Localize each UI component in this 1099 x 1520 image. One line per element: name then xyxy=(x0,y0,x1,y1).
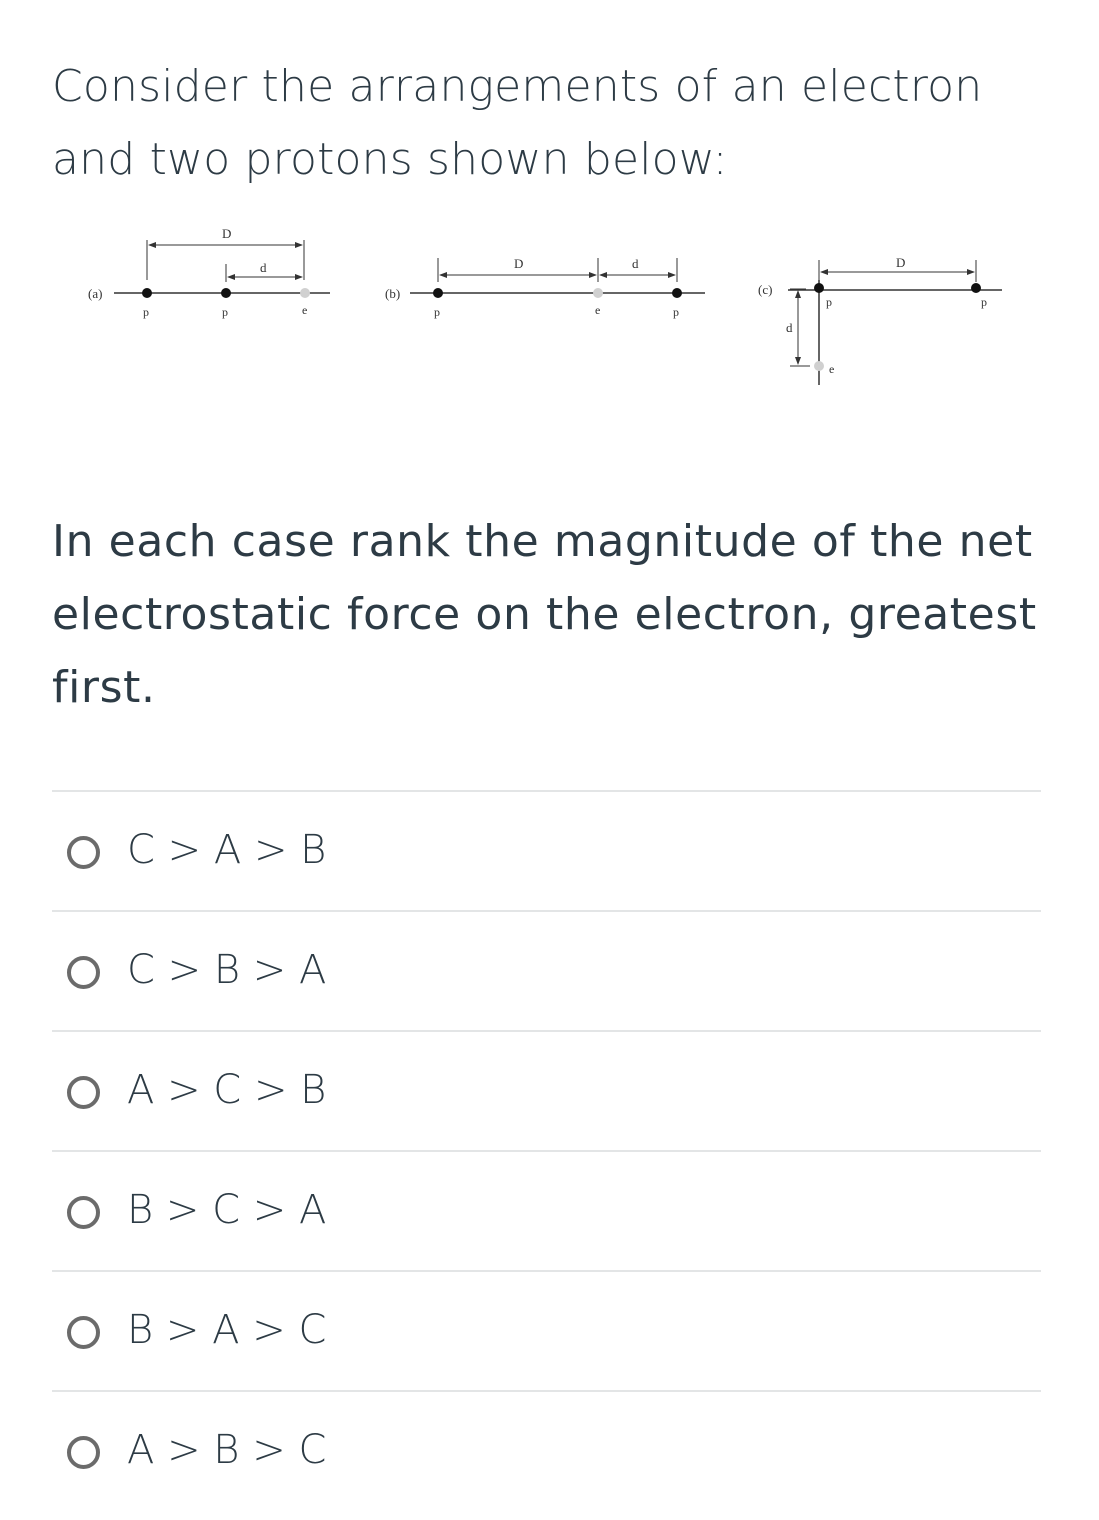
proton-label: p xyxy=(981,295,987,309)
radio-button[interactable] xyxy=(67,956,100,989)
answer-option[interactable] xyxy=(52,910,1041,1030)
question-intro: Consider the arrangements of an electron and two protons shown below: xyxy=(52,61,983,185)
electron-label: e xyxy=(829,362,835,376)
arrangement-b-D-label: D xyxy=(514,256,524,271)
answer-label: C > B > A xyxy=(127,947,327,993)
proton-dot xyxy=(672,288,682,298)
proton-label: p xyxy=(434,305,440,319)
question-prompt: In each case rank the magnitude of the net electrostatic force on the electron, greatest first. xyxy=(52,516,1037,713)
arrangement-b xyxy=(385,256,705,319)
proton-dot xyxy=(221,288,231,298)
charge-arrangement-diagram xyxy=(80,220,1040,390)
radio-button[interactable] xyxy=(67,836,100,869)
arrangement-a-d-label: d xyxy=(260,260,267,275)
electron-dot xyxy=(593,288,603,298)
answer-option[interactable] xyxy=(52,1150,1041,1270)
answer-option[interactable] xyxy=(52,1270,1041,1390)
proton-label: p xyxy=(826,295,832,309)
proton-label: p xyxy=(222,305,228,319)
arrangement-a-label: (a) xyxy=(88,286,103,301)
arrangement-c-D-label: D xyxy=(896,255,906,270)
arrangement-a-D-label: D xyxy=(222,226,232,241)
electron-dot xyxy=(300,288,310,298)
electron-dot xyxy=(814,361,824,371)
arrangement-c-d-label: d xyxy=(786,320,793,335)
answer-label: C > A > B xyxy=(127,827,327,873)
answer-label: A > C > B xyxy=(127,1067,327,1113)
arrangement-a xyxy=(88,226,330,319)
arrangement-b-d-label: d xyxy=(632,256,639,271)
proton-label: p xyxy=(143,305,149,319)
electron-label: e xyxy=(302,303,308,317)
charge-arrangement-figure xyxy=(80,220,1040,390)
radio-button[interactable] xyxy=(67,1316,100,1349)
proton-dot xyxy=(142,288,152,298)
proton-label: p xyxy=(673,305,679,319)
answer-option[interactable] xyxy=(52,1030,1041,1150)
answer-label: B > A > C xyxy=(127,1307,327,1353)
answer-list xyxy=(52,790,1041,1510)
proton-dot xyxy=(814,283,824,293)
arrangement-b-label: (b) xyxy=(385,286,401,301)
proton-dot xyxy=(433,288,443,298)
radio-button[interactable] xyxy=(67,1436,100,1469)
arrangement-c xyxy=(758,255,1002,385)
answer-option[interactable] xyxy=(52,790,1041,910)
radio-button[interactable] xyxy=(67,1196,100,1229)
arrangement-c-label: (c) xyxy=(758,282,773,297)
electron-label: e xyxy=(595,303,601,317)
answer-option[interactable] xyxy=(52,1390,1041,1510)
answer-label: A > B > C xyxy=(127,1427,327,1473)
radio-button[interactable] xyxy=(67,1076,100,1109)
proton-dot xyxy=(971,283,981,293)
answer-label: B > C > A xyxy=(127,1187,327,1233)
